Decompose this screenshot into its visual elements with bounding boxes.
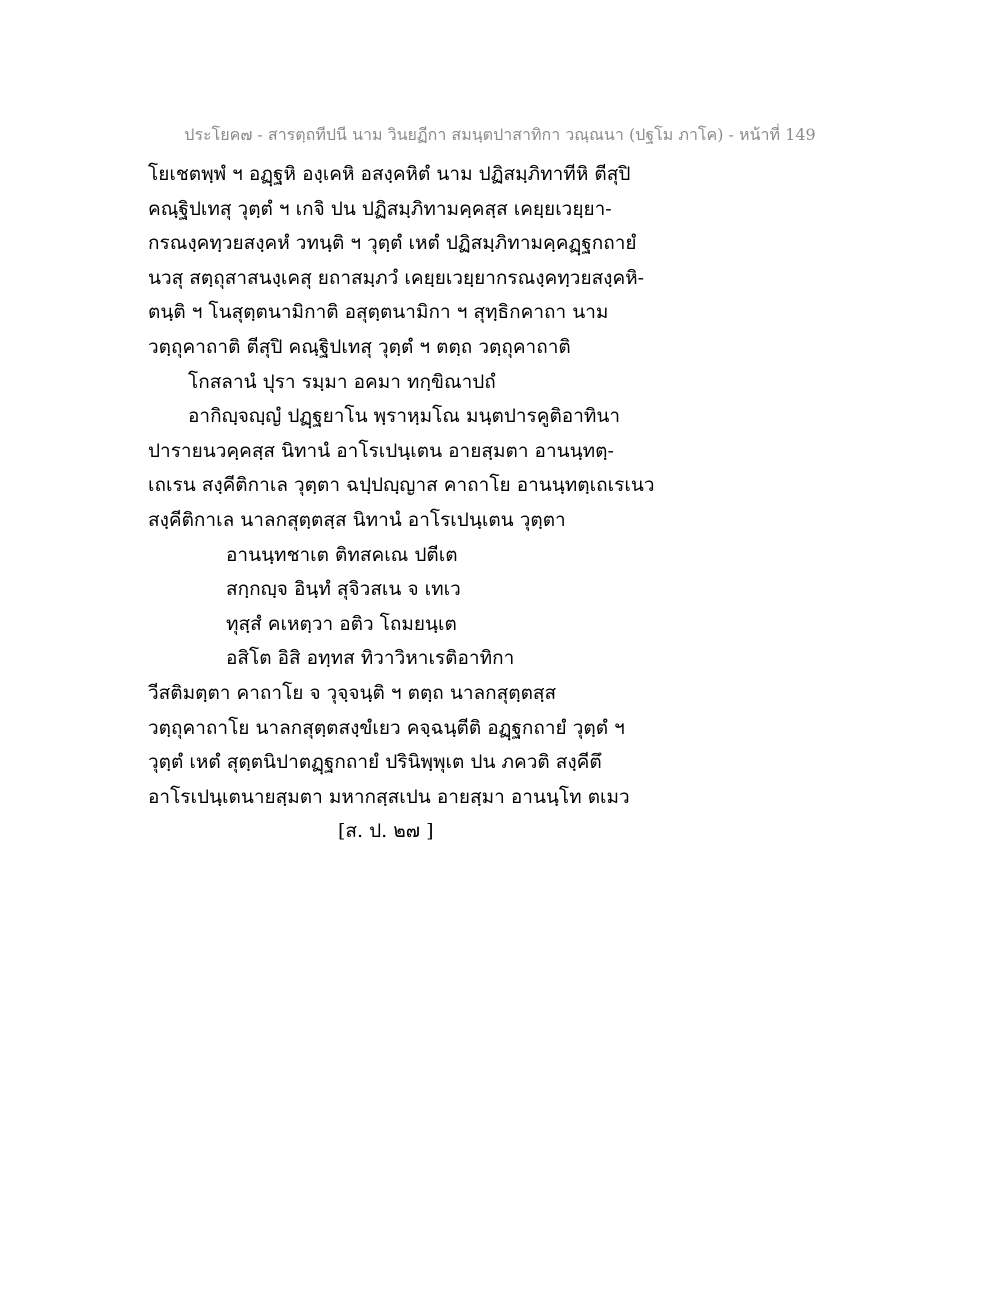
text-line: โยเชตพฺพํ ฯ อฏฺฐหิ องฺเคหิ อสงฺคหิตํ นาม ปฏิสมฺภิทาทีหิ ตีสุปิ (148, 163, 631, 185)
text-line: เถเรน สงฺคีติกาเล วุตฺตา ฉปฺปญฺญาส คาถาโย อานนฺทตฺเถเรเนว (148, 474, 655, 497)
page-header: ประโยค๗ - สารตฺถทีปนี นาม วินยฏีกา สมนฺตปาสาทิกา วณฺณนา (ปฐโม ภาโค) - หน้าที่ 149 (184, 125, 816, 144)
body-text (148, 157, 668, 849)
verse-line: อานนฺทชาเต ติทสคเณ ปตีเต (226, 543, 458, 566)
text-line: ตนฺติ ฯ โนสุตฺตนามิกาติ อสุตฺตนามิกา ฯ สุทฺธิกคาถา นาม (148, 301, 609, 324)
verse-line: อสิโต อิสิ อทฺทส ทิวาวิหาเรติอาทิกา (226, 647, 515, 670)
text-line: อากิญฺจญฺญํ ปฏฺฐยาโน พฺราหฺมโณ มนฺตปารคูติอาทินา (188, 405, 621, 428)
text-line: วตฺถุคาถาโย นาลกสุตฺตสงฺขํเยว คจฺฉนฺตีติ อฏฺฐกถายํ วุตฺตํ ฯ (148, 716, 625, 739)
verse-line: ทุสฺสํ คเหตฺวา อติว โถมยนฺเต (226, 612, 457, 635)
text-line: สงฺคีติกาเล นาลกสุตฺตสฺส นิทานํ อาโรเปนฺเตน วุตฺตา (148, 508, 566, 531)
text-line: วุตฺตํ เหตํ สุตฺตนิปาตฏฺฐกถายํ ปรินิพฺพุเต ปน ภควติ สงฺคีตึ (148, 751, 602, 774)
text-line: นวสุ สตฺถุสาสนงฺเคสุ ยถาสมฺภวํ เคยฺยเวยฺยากรณงฺคทฺวยสงฺคหิ- (148, 266, 645, 289)
text-line: วตฺถุคาถาติ ตีสุปิ คณฺฐิปเทสุ วุตฺตํ ฯ ตตฺถ วตฺถุคาถาติ (148, 335, 571, 358)
verse-line: สกฺกญฺจ อินฺทํ สุจิวสเน จ เทเว (226, 578, 461, 601)
text-line: วีสติมตฺตา คาถาโย จ วุจฺจนฺติ ฯ ตตฺถ นาลกสุตฺตสฺส (148, 681, 557, 704)
source-reference: [ส. ป. ๒๗ ] (338, 820, 434, 843)
text-line: กรณงฺคทฺวยสงฺคหํ วทนฺติ ฯ วุตฺตํ เหตํ ปฏิสมฺภิทามคฺคฏฺฐกถายํ (148, 232, 637, 255)
verse-line: โกสลานํ ปุรา รมฺมา อคมา ทกฺขิณาปถํ (188, 370, 496, 393)
text-line: คณฺฐิปเทสุ วุตฺตํ ฯ เกจิ ปน ปฏิสมฺภิทามคฺคสฺส เคยฺยเวยฺยา- (148, 197, 612, 220)
text-line: อาโรเปนฺเตนายสฺมตา มหากสฺสเปน อายสฺมา อานนฺโท ตเมว (148, 785, 630, 808)
text-line: ปารายนวคฺคสฺส นิทานํ อาโรเปนฺเตน อายสฺมตา อานนฺทตฺ- (148, 439, 614, 462)
